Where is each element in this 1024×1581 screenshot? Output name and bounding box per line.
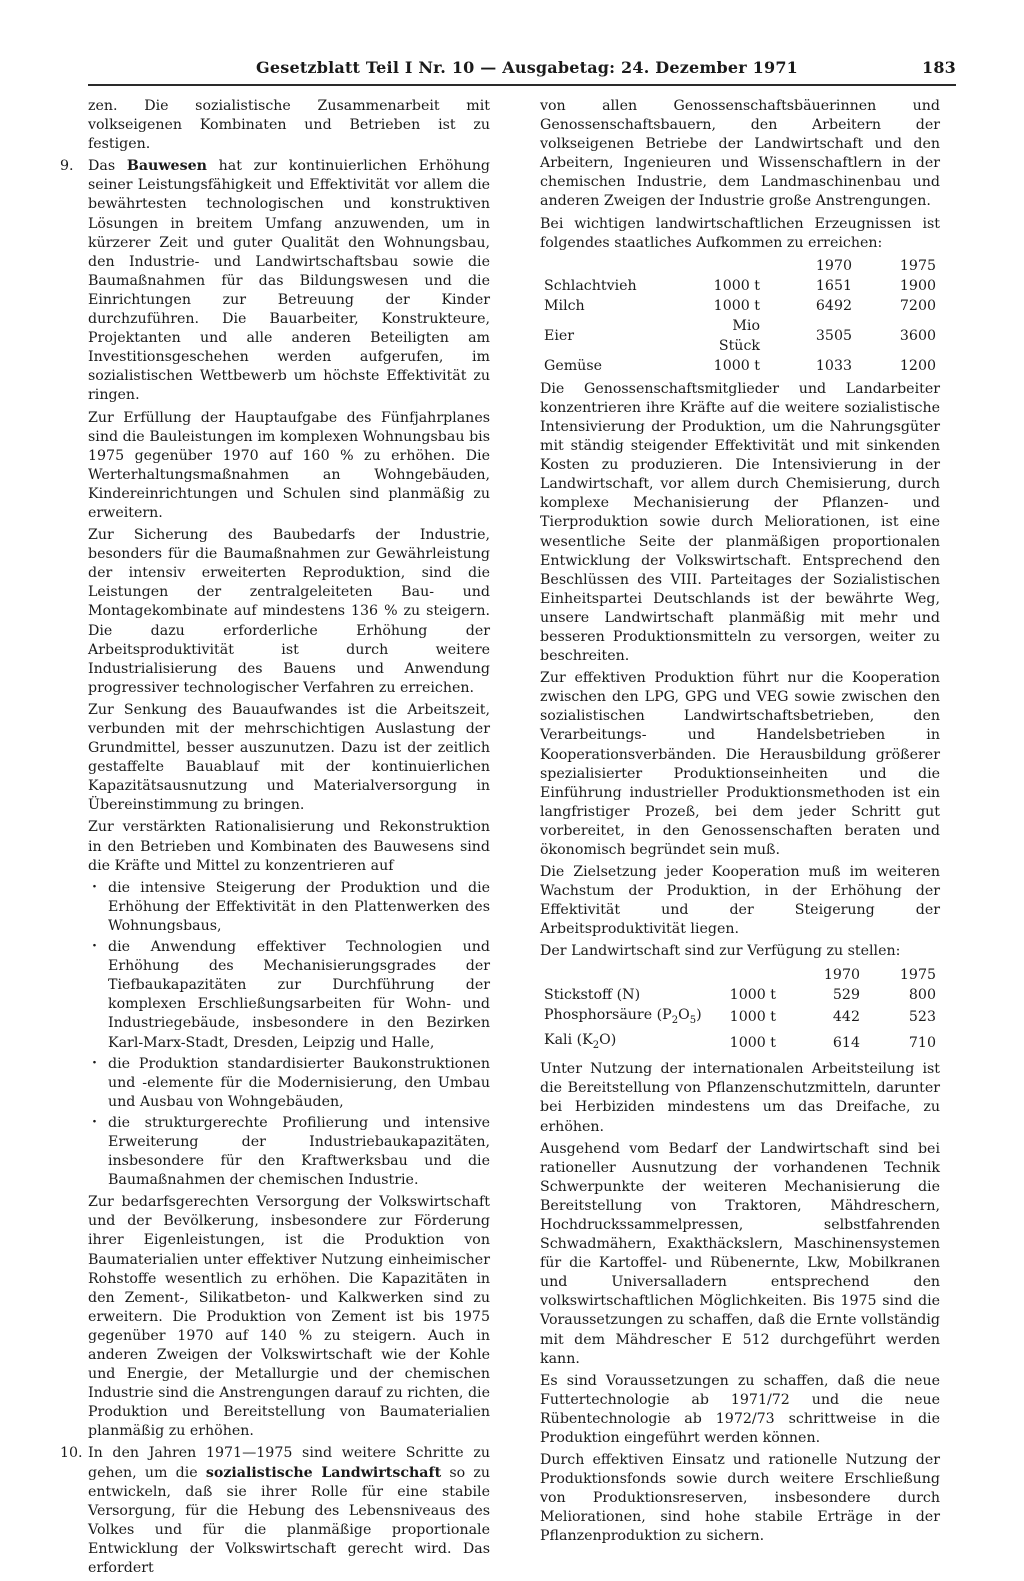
cell-1975: 710 — [908, 1035, 936, 1052]
cell-1970: 3505 — [815, 327, 852, 344]
cell-1970: 6492 — [815, 297, 852, 314]
row-unit: 1000 t — [729, 1009, 776, 1026]
row-unit: Mio Stück — [718, 317, 760, 354]
cell-1970: 529 — [832, 986, 860, 1003]
row-unit: 1000 t — [729, 986, 776, 1003]
supply-table — [540, 965, 940, 1057]
label-part: O) — [599, 1032, 617, 1049]
row-unit: 1000 t — [713, 277, 760, 294]
paragraph: Durch effektiven Einsatz und rationelle Nutzung der Produktionsfonds sowie durch weitere Erschließung von Produktionsreserven, insbesondere durch Meliorationen, sind hohe stabile Erträge in der Pflanzenproduktion zu sichern. — [540, 1452, 940, 1545]
section-number: 10. — [60, 1445, 83, 1462]
paragraph: Zur Sicherung des Baubedarfs der Industrie, besonders für die Baumaßnahmen zur Gewährleistung der intensiv erweiterten Reproduktion, sind die Leistungen der zentralgeleiteten Bau- und Montagekombinate auf mindestens 136 % zu steigern. Die dazu erforderliche Erhöhung der Arbeitsproduktivität ist durch weitere Industrialisierung des Bauens und Anwendung progressiver technologischer Verfahren zu erreichen. — [88, 527, 490, 696]
row-label: Milch — [544, 297, 585, 314]
table-row — [540, 1005, 940, 1031]
table-row — [540, 356, 940, 376]
row-label: Gemüse — [544, 357, 602, 374]
paragraph: Die Genossenschaftsmitglieder und Landarbeiter konzentrieren ihre Kräfte auf die weitere sozialistische Intensivierung der Produktion, um die Nahrungsgüter mit ständig steigender Effektivität und mit sinkenden Kosten zu produzieren. Die Intensivierung in der Landwirtschaft, vor allem durch Chemisierung, durch komplexe Mechanisierung der Pflanzen- und Tierproduktion sowie durch Meliorationen, ist eine wesentliche Seite der planmäßigen proportionalen Entwicklung der Volkswirtschaft. Entsprechend den Beschlüssen des VIII. Parteitages der Sozialistischen Einheitspartei Deutschlands ist der bewährte Weg, unsere Landwirtschaft planmäßig mit mehr und besseren Produktionsmitteln zu versorgen, weiter zu beschreiten. — [540, 380, 940, 665]
cell-1975: 7200 — [899, 297, 936, 314]
label-part: O — [678, 1006, 690, 1023]
list-item: · die Produktion standardisierter Baukonstruktionen und -elemente für die Modernisierung, den Umbau und Ausbau von Wohngebäuden, — [88, 1055, 490, 1112]
paragraph: Ausgehend vom Bedarf der Landwirtschaft sind bei rationeller Ausnutzung der vorhandenen Technik Schwerpunkte der weiteren Mechanisierung die Bereitstellung von Traktoren, Mähdreschern, Hochdruckssammelpressen, selbstfahrenden Schwadmähern, Exakthäckslern, Maschinensystemen für die Kartoffel- und Rübenernte, Lkw, Mobilkranen und Universalladern entsprechend den volkswirtschaftlichen Möglichkeiten. Bis 1975 sind die Voraussetzungen zu schaffen, daß die Ernte vollständig mit dem Mähdrescher E 512 durchgeführt werden kann. — [540, 1140, 940, 1367]
page-number: 183 — [922, 58, 956, 77]
paragraph: Der Landwirtschaft sind zur Verfügung zu stellen: — [540, 943, 901, 960]
label-part: Kali (K — [544, 1032, 593, 1049]
column-header: 1970 — [823, 966, 860, 983]
label-part: Phosphorsäure (P — [544, 1006, 672, 1023]
table-row — [540, 985, 940, 1005]
cell-1975: 3600 — [899, 327, 936, 344]
label-part: ) — [696, 1006, 702, 1023]
cell-1970: 1651 — [815, 277, 852, 294]
cell-1975: 523 — [908, 1009, 936, 1026]
section-number: 9. — [60, 158, 74, 175]
paragraph: Es sind Voraussetzungen zu schaffen, daß die neue Futtertechnologie ab 1971/72 und die neue Rübentechnologie ab 1972/73 schrittweise in die Produktion eingeführt werden können. — [540, 1372, 940, 1446]
paragraph: Unter Nutzung der internationalen Arbeitsteilung ist die Bereitstellung von Pflanzenschutzmitteln, darunter bei Herbiziden mindestens um das Dreifache, zu erhöhen. — [540, 1061, 940, 1135]
paragraph: Zur effektiven Produktion führt nur die Kooperation zwischen den LPG, GPG und VEG sowie zwischen den sozialistischen Landwirtschaftsbetrieben, den Verarbeitungs- und Handelsbetrieben in Kooperationsverbänden. Die Herausbildung größerer spezialisierter Produktionseinheiten und die Einführung industrieller Produktionsmethoden ist ein langfristiger Prozeß, bei dem jeder Schritt gut vorbereitet, in den Genossenschaften beraten und ökonomisch begründet sein muß. — [540, 670, 940, 858]
cell-1975: 1200 — [899, 357, 936, 374]
text-run: so zu entwickeln, daß sie ihrer Rolle für eine stabile Versorgung, für die Hebung des Lebensniveaus des Volkes und für die planmäßige proportionale Entwicklung der Volkswirtschaft gerecht wird. Das erfordert — [88, 1464, 490, 1577]
paragraph: zen. Die sozialistische Zusammenarbeit mit volkseigenen Kombinaten und Betrieben ist zu festigen. — [88, 98, 490, 153]
row-unit: 1000 t — [729, 1035, 776, 1052]
column-header: 1975 — [899, 257, 936, 274]
cell-1975: 800 — [908, 986, 936, 1003]
row-label — [540, 1005, 716, 1031]
cell-1970: 442 — [832, 1009, 860, 1026]
right-column — [540, 97, 940, 1550]
list-item: · die strukturgerechte Profilierung und intensive Erweiterung der Industriebaukapazitäten, insbesondere für den Kraftwerksbau und die Baumaßnahmen der chemischen Industrie. — [88, 1114, 490, 1190]
bold-term: sozialistische Landwirtschaft — [205, 1464, 442, 1481]
column-header: 1975 — [899, 966, 936, 983]
table-row — [540, 316, 940, 356]
row-label: Eier — [544, 327, 575, 344]
paragraph: Zur Senkung des Bauaufwandes ist die Arbeitszeit, verbunden mit der mehrschichtigen Auslastung der Grundmittel, besser auszunutzen. Dazu ist der zeitlich gestaffelte Bauablauf mit der kontinuierlichen Kapazitätsausnutzung und Materialversorgung in Übereinstimmung zu bringen. — [88, 701, 490, 814]
list-item: · die Anwendung effektiver Technologien und Erhöhung des Mechanisierungsgrades der Tiefbaukapazitäten zur Durchführung der komplexen Erschließungsarbeiten für Wohn- und Industriegebäude, insbesondere in den Bezirken Karl-Marx-Stadt, Dresden, Leipzig und Halle, — [88, 938, 490, 1053]
cell-1970: 614 — [832, 1035, 860, 1052]
header-title: Gesetzblatt Teil I Nr. 10 — Ausgabetag: 24. Dezember 1971 — [256, 58, 799, 77]
production-table — [540, 256, 940, 376]
header-rule — [88, 84, 956, 86]
text-run: In den Jahren 1971—1975 sind weitere Schritte zu gehen, um die — [88, 1445, 490, 1481]
bullet-list — [88, 879, 490, 1191]
row-unit: 1000 t — [713, 357, 760, 374]
column-header: 1970 — [815, 257, 852, 274]
subscript: 5 — [689, 1014, 697, 1026]
cell-1975: 1900 — [899, 277, 936, 294]
section-9 — [60, 157, 490, 405]
row-unit: 1000 t — [713, 297, 760, 314]
text-run: Das — [88, 158, 127, 175]
subscript: 2 — [592, 1040, 600, 1052]
subscript: 2 — [671, 1014, 679, 1026]
paragraph: von allen Genossenschaftsbäuerinnen und Genossenschaftsbauern, den Arbeitern der volkseigenen Betriebe der Landwirtschaft und den Arbeitern, Ingenieuren und Wissenschaftlern in der chemischen Industrie, dem Landmaschinenbau und anderen Zweigen der Industrie große Anstrengungen. — [540, 98, 940, 210]
table-row — [540, 296, 940, 316]
paragraph: Bei wichtigen landwirtschaftlichen Erzeugnissen ist folgendes staatliches Aufkommen zu erreichen: — [540, 215, 940, 251]
bold-term: Bauwesen — [126, 158, 207, 175]
table-row — [540, 1030, 940, 1056]
table-header-row — [540, 965, 940, 985]
row-label: Schlachtvieh — [544, 277, 637, 294]
row-label: Stickstoff (N) — [544, 986, 641, 1003]
left-column — [60, 97, 490, 1581]
table-row — [540, 276, 940, 296]
section-10 — [60, 1444, 490, 1578]
list-item: · die intensive Steigerung der Produktion und die Erhöhung der Effektivität in den Plattenwerken des Wohnungsbaus, — [88, 879, 490, 936]
table-header-row — [540, 256, 940, 276]
page-header — [256, 58, 956, 80]
row-label — [540, 1030, 716, 1056]
paragraph: Zur Erfüllung der Hauptaufgabe des Fünfjahrplanes sind die Bauleistungen im komplexen Wohnungsbau bis 1975 gegenüber 1970 auf 160 % zu erhöhen. Die Werterhaltungsmaßnahmen an Wohngebäuden, Kindereinrichtungen und Schulen sind planmäßig zu erweitern. — [88, 409, 490, 521]
paragraph: Zur bedarfsgerechten Versorgung der Volkswirtschaft und der Bevölkerung, insbesondere zur Förderung ihrer Eigenleistungen, ist die Produktion von Baumaterialien unter effektiver Nutzung einheimischer Rohstoffe wesentlich zu erhöhen. Die Kapazitäten in den Zement-, Silikatbeton- und Kalkwerken sind zu erweitern. Die Produktion von Zement ist bis 1975 gegenüber 1970 auf 140 % zu steigern. Auch in anderen Zweigen der Volkswirtschaft wie der Kohle und Energie, der Metallurgie und der chemischen Industrie sind die Anstrengungen darauf zu richten, die Produktion und Bereitstellung von Baumaterialien planmäßig zu erhöhen. — [88, 1194, 490, 1440]
paragraph: Die Zielsetzung jeder Kooperation muß im weiteren Wachstum der Produktion, in der Erhöhung der Effektivität und der Steigerung der Arbeitsproduktivität liegen. — [540, 864, 940, 938]
text-run: hat zur kontinuierlichen Erhöhung seiner Leistungsfähigkeit und Effektivität vor allem die bewährtesten technologischen und konstruktiven Lösungen in breitem Umfang anzuwenden, um in kürzerer Zeit und guter Qualität den Wohnungsbau, den Industrie- und Landwirtschaftsbau sowie die Baumaßnahmen für das Bildungswesen und die Einrichtungen zur Betreuung der Kinder durchzuführen. Die Bauarbeiter, Konstrukteure, Projektanten und alle anderen Beteiligten am Investitionsgeschehen werden aufgerufen, im sozialistischen Wettbewerb um höchste Effektivität zu ringen. — [88, 158, 490, 404]
paragraph: Zur verstärkten Rationalisierung und Rekonstruktion in den Betrieben und Kombinaten des Bauwesens sind die Kräfte und Mittel zu konzentrieren auf — [88, 819, 490, 874]
cell-1970: 1033 — [815, 357, 852, 374]
